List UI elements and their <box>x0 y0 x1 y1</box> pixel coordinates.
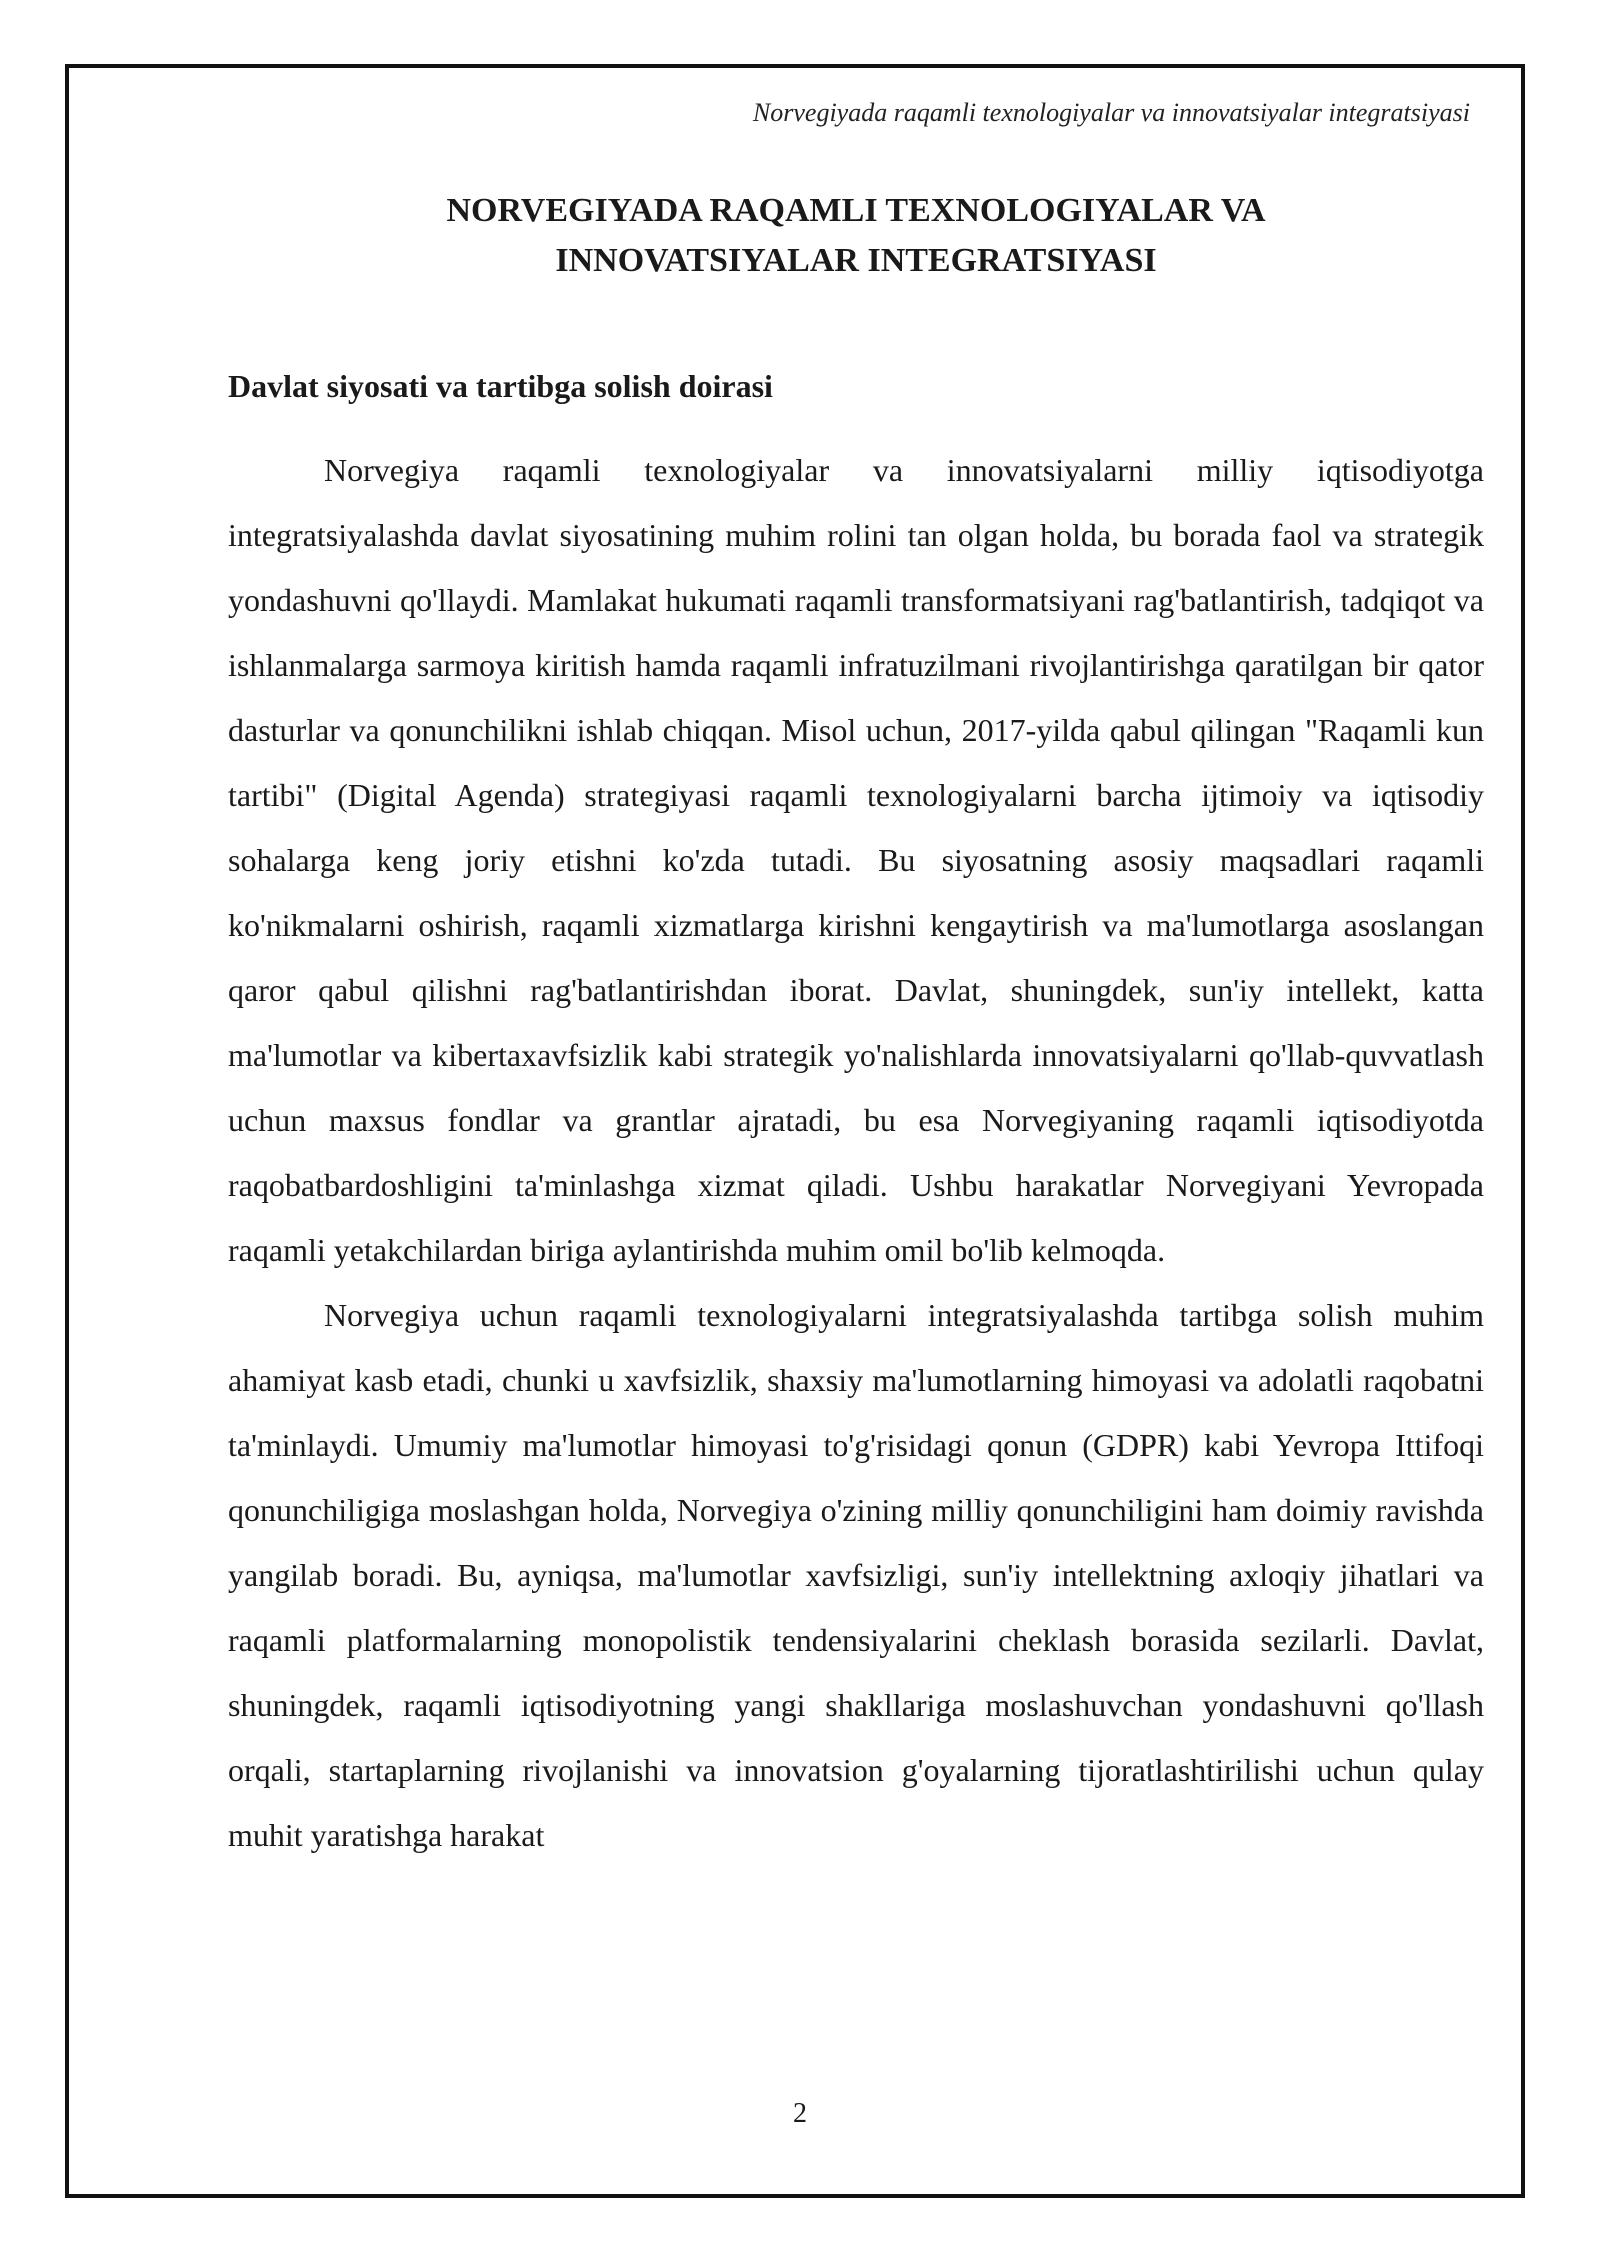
document-title <box>228 186 1484 286</box>
page-number: 2 <box>793 2098 807 2129</box>
paragraph-1: Norvegiya raqamli texnologiyalar va innovatsiyalarni milliy iqtisodiyotga integratsiyalashda davlat siyosatining muhim rolini tan olgan holda, bu borada faol va strategik yondashuvni qo'llaydi. Mamlakat hukumati raqamli transformatsiyani rag'batlantirish, tadqiqot va ishlanmalarga sarmoya kiritish hamda raqamli infratuzilmani rivojlantirishga qaratilgan bir qator dasturlar va qonunchilikni ishlab chiqqan. Misol uchun, 2017-yilda qabul qilingan "Raqamli kun tartibi" (Digital Agenda) strategiyasi raqamli texnologiyalarni barcha ijtimoiy va iqtisodiy sohalarga keng joriy etishni ko'zda tutadi. Bu siyosatning asosiy maqsadlari raqamli ko'nikmalarni oshirish, raqamli xizmatlarga kirishni kengaytirish va ma'lumotlarga asoslangan qaror qabul qilishni rag'batlantirishdan iborat. Davlat, shuningdek, sun'iy intellekt, katta ma'lumotlar va kibertaxavfsizlik kabi strategik yo'nalishlarda innovatsiyalarni qo'llab-quvvatlash uchun maxsus fondlar va grantlar ajratadi, bu esa Norvegiyaning raqamli iqtisodiyotda raqobatbardoshligini ta'minlashga xizmat qiladi. Ushbu harakatlar Norvegiyani Yevropada raqamli yetakchilardan biriga aylantirishda muhim omil bo'lib kelmoqda. <box>228 452 1484 1268</box>
section-heading: Davlat siyosati va tartibga solish doirasi <box>228 368 773 404</box>
document-title-line-2: INNOVATSIYALAR INTEGRATSIYASI <box>555 242 1157 279</box>
paragraph-2: Norvegiya uchun raqamli texnologiyalarni integratsiyalashda tartibga solish muhim ahamiyat kasb etadi, chunki u xavfsizlik, shaxsiy ma'lumotlarning himoyasi va adolatli raqobatni ta'minlaydi. Umumiy ma'lumotlar himoyasi to'g'risidagi qonun (GDPR) kabi Yevropa Ittifoqi qonunchiligiga moslashgan holda, Norvegiya o'zining milliy qonunchiligini ham doimiy ravishda yangilab boradi. Bu, ayniqsa, ma'lumotlar xavfsizligi, sun'iy intellektning axloqiy jihatlari va raqamli platformalarning monopolistik tendensiyalarini cheklash borasida sezilarli. Davlat, shuningdek, raqamli iqtisodiyotning yangi shakllariga moslashuvchan yondashuvni qo'llash orqali, startaplarning rivojlanishi va innovatsion g'oyalarning tijoratlashtirilishi uchun qulay muhit yaratishga harakat <box>228 1297 1484 1853</box>
body-text <box>228 438 1484 1868</box>
document-title-line-1: NORVEGIYADA RAQAMLI TEXNOLOGIYALAR VA <box>446 192 1266 229</box>
running-header: Norvegiyada raqamli texnologiyalar va innovatsiyalar integratsiyasi <box>752 98 1470 127</box>
